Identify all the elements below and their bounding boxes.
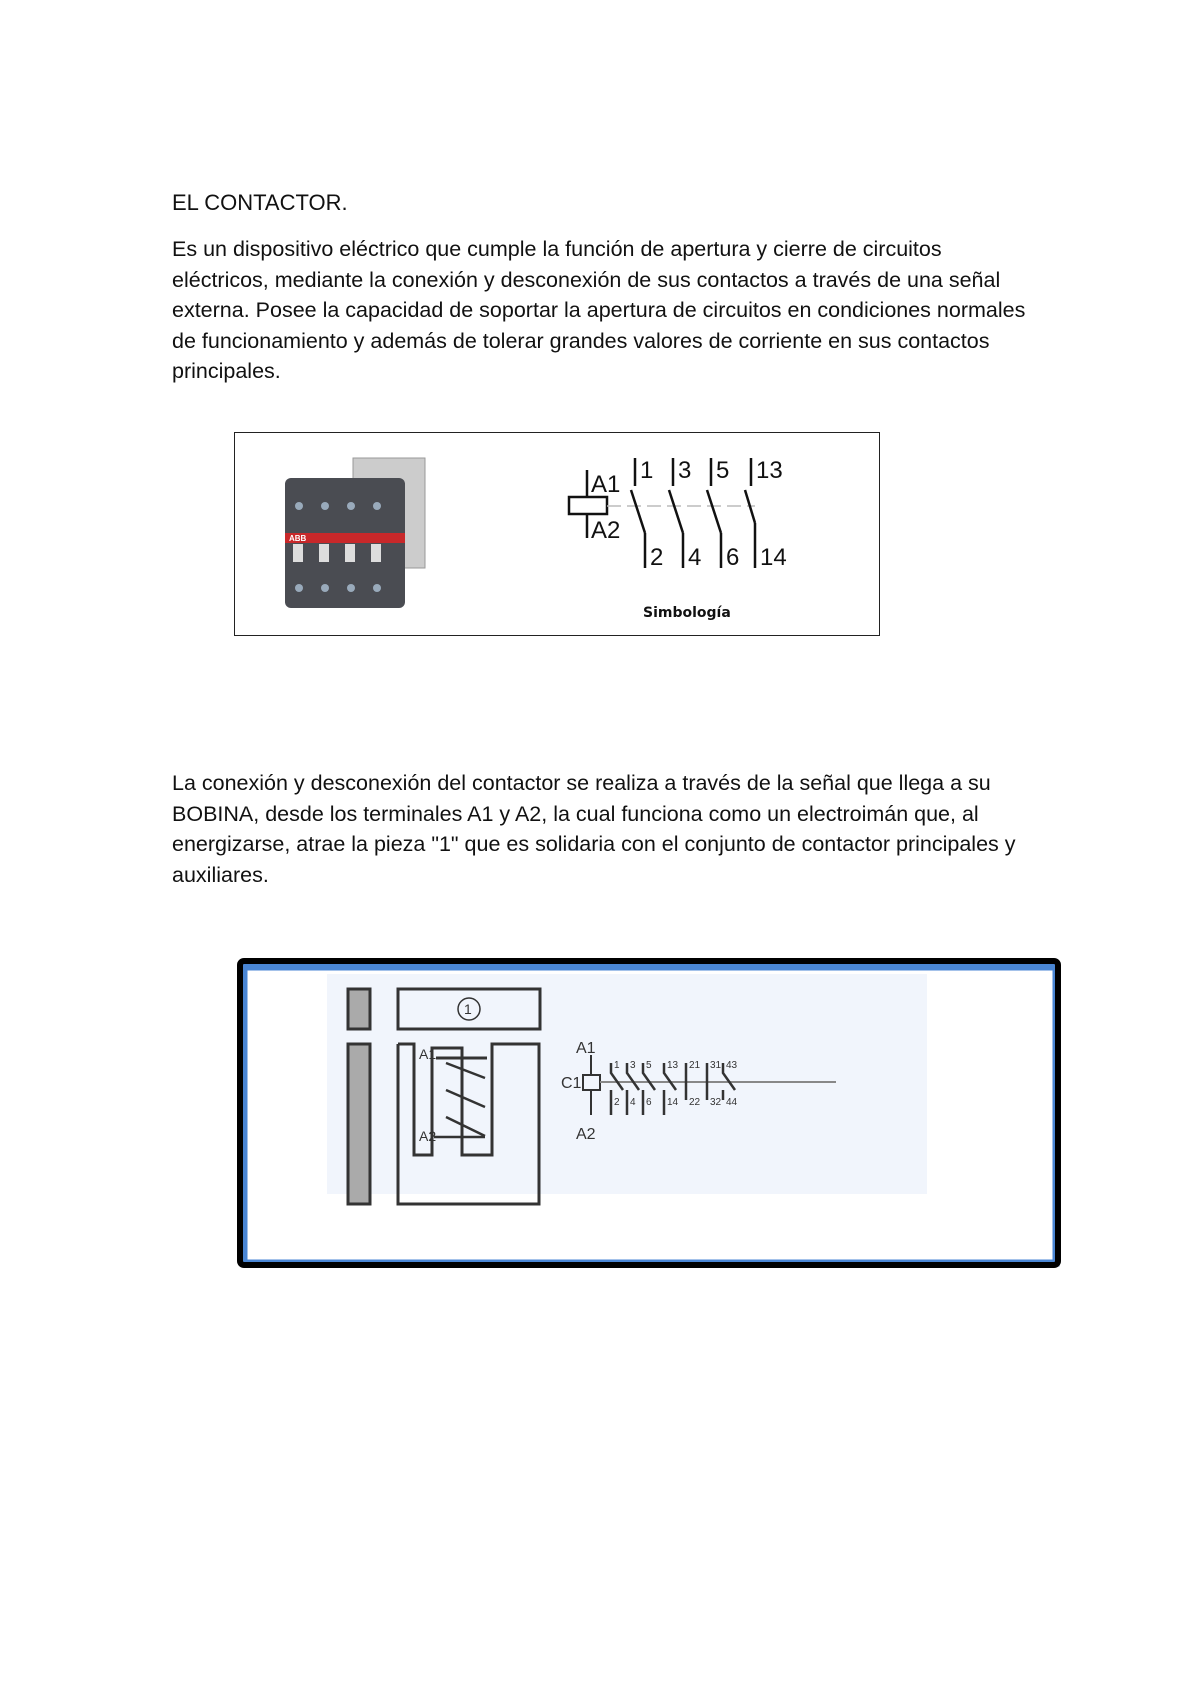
coil-name-label: C1 [561,1075,582,1092]
brand-label: ABB [289,534,307,543]
terminal-label: 2 [614,1097,620,1108]
terminal-label: 2 [650,544,664,571]
terminal-label: 43 [726,1060,738,1071]
terminal-label: 14 [760,544,787,571]
intro-paragraph: Es un dispositivo eléctrico que cumple la función de apertura y cierre de circuitos eléctricos, mediante la conexión y desconexión de sus contactos a través de una señal externa. Posee la capacidad de soportar la apertura de circuitos en condiciones normales de funcionamiento y además de tolerar grandes valores de corriente en sus contactos principales. [172,237,1026,383]
terminal-label: 1 [614,1060,620,1071]
terminal-label: 5 [716,457,730,484]
coil-label-a1: A1 [419,1046,437,1062]
terminal-label: 31 [710,1060,722,1071]
terminal-label: 3 [678,457,692,484]
coil-label-a2: A2 [576,1126,596,1143]
contactor-figure [234,432,880,636]
terminal-label: 13 [756,457,783,484]
terminal-label: 6 [646,1097,652,1108]
contactor-photo [275,448,435,618]
terminal-label: 4 [630,1097,636,1108]
coil-label-a2: A2 [591,517,621,544]
figure-caption: Simbología [643,605,731,621]
terminal-label: 4 [688,544,702,571]
coil-label-a2: A2 [419,1128,437,1144]
terminal-label: 5 [646,1060,652,1071]
coil-label-a1: A1 [591,471,621,498]
contactor-symbol [565,448,825,588]
page-title: EL CONTACTOR. [172,190,348,215]
terminal-label: 21 [689,1060,701,1071]
terminal-label: 22 [689,1097,701,1108]
coil-label-a1: A1 [576,1040,596,1057]
terminal-label: 44 [726,1097,738,1108]
terminal-label: 6 [726,544,740,571]
terminal-label: 32 [710,1097,722,1108]
terminal-label: 1 [640,457,654,484]
terminal-label: 13 [667,1060,679,1071]
armature-label: 1 [464,1001,472,1017]
terminal-label: 3 [630,1060,636,1071]
electromagnet-figure [236,955,1066,1275]
terminal-label: 14 [667,1097,679,1108]
coil-paragraph: La conexión y desconexión del contactor se realiza a través de la señal que llega a su BOBINA, desde los terminales A1 y A2, la cual funciona como un electroimán que, al energizarse, atrae la pieza "1" que es solidaria con el conjunto de contactor principales y auxiliares. [172,771,1016,887]
